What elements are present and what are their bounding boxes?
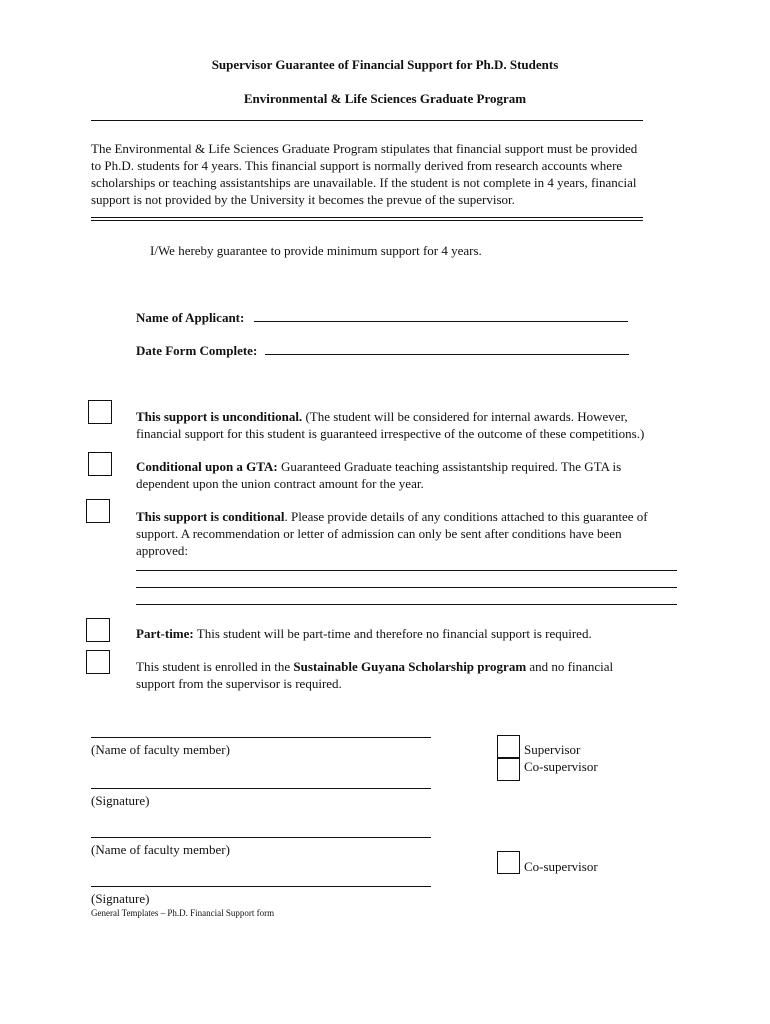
parttime-title: Part-time: [136, 626, 194, 641]
applicant-name-input[interactable] [254, 310, 628, 322]
guyana-text-pre: This student is enrolled in the [136, 659, 294, 674]
faculty-name-label-1: (Name of faculty member) [91, 742, 230, 757]
applicant-label: Name of Applicant: [136, 310, 245, 325]
signature-label-1: (Signature) [91, 793, 150, 808]
parttime-option [136, 625, 696, 642]
program-name: Environmental & Life Sciences Graduate Program [243, 91, 527, 106]
gta-option [136, 458, 696, 492]
unconditional-title: This support is unconditional. [136, 409, 303, 424]
conditions-input-line-2[interactable] [136, 587, 677, 588]
unconditional-text: (The student will be considered for internal awards. However, [302, 409, 628, 424]
parttime-text: This student will be part-time and therefore no financial support is required. [193, 626, 592, 641]
divider-top [91, 120, 643, 121]
date-label: Date Form Complete: [136, 343, 258, 358]
cosupervisor-checkbox-2[interactable] [497, 851, 520, 874]
intro-line: to Ph.D. students for 4 years. This financial support is normally derived from research accounts where [91, 158, 623, 173]
signature-input-1[interactable] [91, 788, 431, 789]
conditions-input-line-3[interactable] [136, 604, 677, 605]
faculty-name-input-1[interactable] [91, 737, 431, 738]
cosupervisor-label-2: Co-supervisor [524, 859, 598, 874]
guyana-text-post: and no financial [526, 659, 614, 674]
intro-line: The Environmental & Life Sciences Graduate Program stipulates that financial support must be provided [91, 141, 638, 156]
date-complete-input[interactable] [265, 343, 629, 355]
guarantee-statement: I/We hereby guarantee to provide minimum support for 4 years. [150, 243, 482, 258]
guyana-checkbox[interactable] [86, 650, 110, 674]
signature-input-2[interactable] [91, 886, 431, 887]
conditional-option [136, 508, 696, 559]
unconditional-checkbox[interactable] [88, 400, 112, 424]
divider-double-1 [91, 217, 643, 218]
conditional-checkbox[interactable] [86, 499, 110, 523]
signature-label-2: (Signature) [91, 891, 150, 906]
gta-checkbox[interactable] [88, 452, 112, 476]
divider-double-2 [91, 220, 643, 221]
guyana-option [136, 658, 696, 692]
gta-text: Guaranteed Graduate teaching assistantship required. The GTA is [277, 459, 622, 474]
unconditional-text-2: financial support for this student is guaranteed irrespective of the outcome of these competitions.) [136, 426, 645, 441]
date-field-row [136, 342, 629, 359]
guyana-program-name: Sustainable Guyana Scholarship program [293, 659, 527, 674]
applicant-field-row [136, 309, 628, 326]
cosupervisor-label-1: Co-supervisor [524, 759, 598, 774]
parttime-checkbox[interactable] [86, 618, 110, 642]
supervisor-checkbox[interactable] [497, 735, 520, 758]
unconditional-option [136, 408, 696, 442]
cosupervisor-checkbox-1[interactable] [497, 758, 520, 781]
conditional-text: . Please provide details of any conditions attached to this guarantee of [284, 509, 648, 524]
faculty-name-label-2: (Name of faculty member) [91, 842, 230, 857]
intro-paragraph [91, 140, 681, 208]
gta-text-2: dependent upon the union contract amount for the year. [136, 476, 424, 491]
gta-title: Conditional upon a GTA: [136, 459, 278, 474]
guyana-text-2: support from the supervisor is required. [136, 676, 342, 691]
conditional-text-3: approved: [136, 543, 188, 558]
page-title: Supervisor Guarantee of Financial Support for Ph.D. Students [211, 57, 559, 72]
conditional-title: This support is conditional [136, 509, 285, 524]
supervisor-label: Supervisor [524, 742, 581, 757]
conditions-input-line-1[interactable] [136, 570, 677, 571]
footer-text: General Templates – Ph.D. Financial Support form [91, 908, 275, 918]
conditional-text-2: support. A recommendation or letter of admission can only be sent after conditions have been [136, 526, 622, 541]
faculty-name-input-2[interactable] [91, 837, 431, 838]
intro-line: scholarships or teaching assistantships are unavailable. If the student is not complete in 4 years, financial [91, 175, 637, 190]
intro-line: support is not provided by the University it becomes the prevue of the supervisor. [91, 192, 515, 207]
